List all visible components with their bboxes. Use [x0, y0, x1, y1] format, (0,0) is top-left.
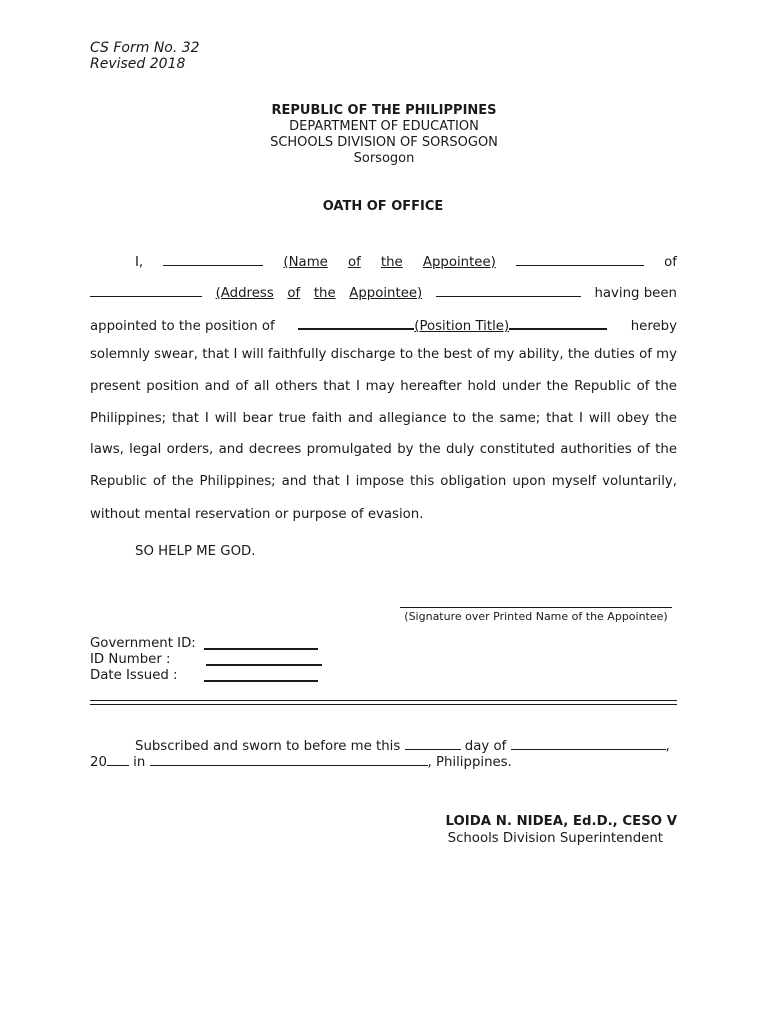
blank-address-right[interactable] — [436, 283, 581, 297]
divider-bottom — [90, 704, 677, 705]
sworn-line-1: Subscribed and sworn to before me this day of , — [90, 736, 677, 755]
day-field[interactable] — [405, 736, 461, 750]
year-field[interactable] — [107, 752, 129, 766]
place-field[interactable] — [150, 752, 428, 766]
id-number-label: ID Number : — [90, 652, 171, 667]
blank-name-right[interactable] — [516, 252, 644, 266]
oath-line-position: appointed to the position of (Position Title) hereby — [90, 315, 677, 336]
header-place: Sorsogon — [353, 151, 415, 166]
oath-line-6: Philippines; that I will bear true faith and allegiance to the same; that I will obey the — [90, 411, 677, 426]
page-title: OATH OF OFFICE — [322, 199, 444, 214]
oath-line-4: solemnly swear, that I will faithfully discharge to the best of my ability, the duties of my — [90, 347, 677, 362]
government-id-field[interactable] — [204, 648, 318, 650]
oath-line-9: without mental reservation or purpose of evasion. — [90, 507, 424, 522]
month-field[interactable] — [511, 736, 666, 750]
header-division: SCHOOLS DIVISION OF SORSOGON — [270, 135, 498, 150]
oath-line-name: I, (Name of the Appointee) of — [90, 252, 677, 272]
oath-line-8: Republic of the Philippines; and that I impose this obligation upon myself voluntarily, — [90, 474, 677, 489]
header-department: DEPARTMENT OF EDUCATION — [289, 119, 479, 134]
form-revision: Revised 2018 — [90, 56, 186, 72]
signature-caption: (Signature over Printed Name of the Appointee) — [404, 610, 668, 623]
form-number: CS Form No. 32 — [90, 40, 200, 56]
divider-top — [90, 700, 677, 701]
oath-line-address: (Address of the Appointee) having been — [90, 283, 677, 303]
id-number-field[interactable] — [206, 664, 322, 666]
date-issued-field[interactable] — [204, 680, 318, 682]
signature-line[interactable] — [400, 607, 672, 608]
blank-address-left[interactable] — [90, 283, 202, 297]
signatory-name: LOIDA N. NIDEA, Ed.D., CESO V — [445, 814, 677, 829]
header-republic: REPUBLIC OF THE PHILIPPINES — [271, 103, 497, 118]
oath-line-7: laws, legal orders, and decrees promulgated by the duly constituted authorities of the — [90, 442, 677, 457]
signatory-title: Schools Division Superintendent — [447, 831, 663, 846]
date-issued-label: Date Issued : — [90, 668, 178, 683]
blank-name-left[interactable] — [163, 252, 263, 266]
sworn-line-2: 20 in , Philippines. — [90, 752, 677, 771]
position-title-field[interactable]: (Position Title) — [298, 315, 607, 336]
oath-line-5: present position and of all others that I may hereafter hold under the Republic of the — [90, 379, 677, 394]
government-id-label: Government ID: — [90, 636, 196, 651]
closing-statement: SO HELP ME GOD. — [135, 544, 256, 559]
